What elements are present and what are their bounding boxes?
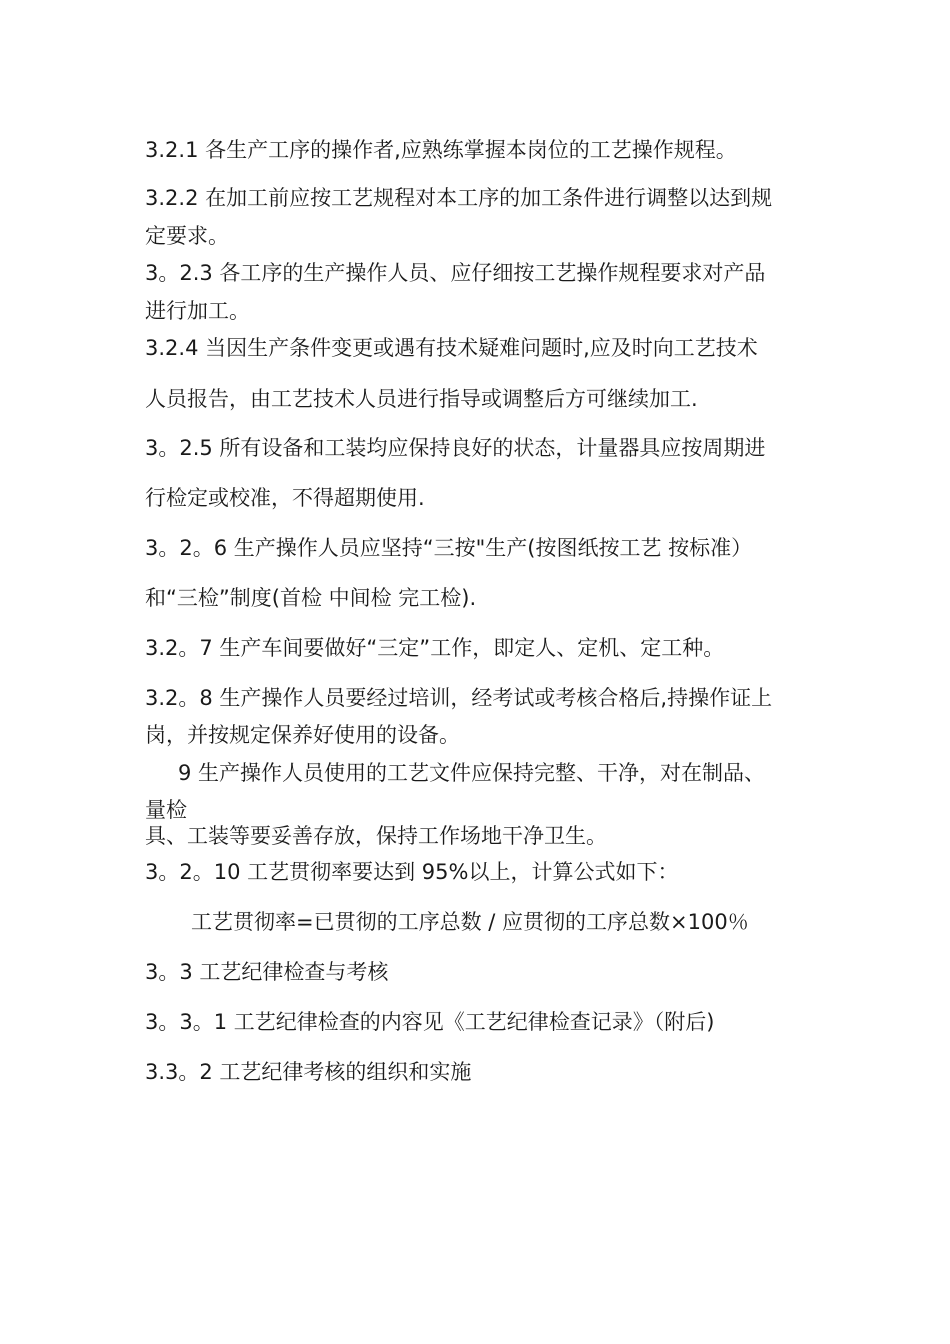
clause-3-2-5-line2: 行检定或校准，不得超期使用. [145,486,425,510]
clause-3-2-6-line2: 和“三检”制度(首检 中间检 完工检). [145,586,477,610]
formula: 工艺贯彻率=已贯彻的工序总数 / 应贯彻的工序总数×100％ [191,910,749,934]
clause-3-2-3-line2: 进行加工。 [145,299,250,323]
clause-3-2-4-line1: 3.2.4 当因生产条件变更或遇有技术疑难问题时,应及时向工艺技术 [145,336,758,360]
clause-3-2-9-line3: 具、工装等要妥善存放，保持工作场地干净卫生。 [145,824,607,848]
section-3-3-heading: 3。3 工艺纪律检查与考核 [145,960,389,984]
clause-3-2-9-line2: 量检 [145,798,187,822]
clause-3-2-4-line2: 人员报告，由工艺技术人员进行指导或调整后方可继续加工. [145,387,698,411]
clause-3-2-5-line1: 3。2.5 所有设备和工装均应保持良好的状态，计量器具应按周期进 [145,436,766,460]
clause-3-2-9-line1: 9 生产操作人员使用的工艺文件应保持完整、干净，对在制品、 [178,761,766,785]
clause-3-2-1: 3.2.1 各生产工序的操作者,应熟练掌握本岗位的工艺操作规程。 [145,138,737,162]
clause-3-2-6-line1: 3。2。6 生产操作人员应坚持“三按"生产(按图纸按工艺 按标准） [145,536,753,560]
clause-3-2-2-line1: 3.2.2 在加工前应按工艺规程对本工序的加工条件进行调整以达到规 [145,186,773,210]
clause-3-2-3-line1: 3。2.3 各工序的生产操作人员、应仔细按工艺操作规程要求对产品 [145,261,766,285]
clause-3-2-2-line2: 定要求。 [145,224,229,248]
clause-3-2-8-line2: 岗，并按规定保养好使用的设备。 [145,723,460,747]
clause-3-3-2: 3.3。2 工艺纪律考核的组织和实施 [145,1060,472,1084]
clause-3-3-1: 3。3。1 工艺纪律检查的内容见《工艺纪律检查记录》（附后) [145,1010,715,1034]
clause-3-2-8-line1: 3.2。8 生产操作人员要经过培训，经考试或考核合格后,持操作证上 [145,686,773,710]
clause-3-2-10: 3。2。10 工艺贯彻率要达到 95%以上，计算公式如下： [145,860,679,884]
clause-3-2-7: 3.2。7 生产车间要做好“三定”工作，即定人、定机、定工种。 [145,636,725,660]
